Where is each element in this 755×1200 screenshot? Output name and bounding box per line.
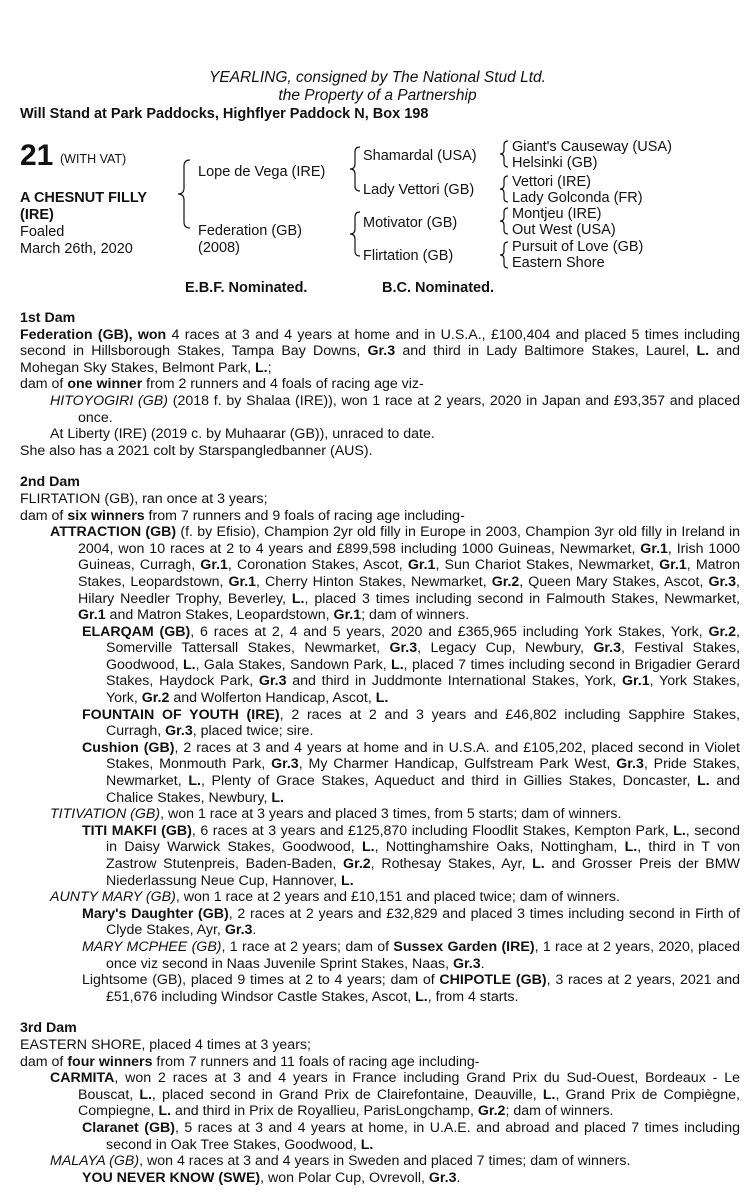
third-dam-produce: dam of four winners from 7 runners and 11 foals of racing age including- xyxy=(20,1053,480,1070)
pedigree-dam: Federation (GB) xyxy=(198,223,302,239)
second-dam-section xyxy=(20,474,740,1005)
first-dam-produce: dam of one winner from 2 runners and 4 foals of racing age viz- xyxy=(20,376,424,393)
second-dam-heading: 2nd Dam xyxy=(20,474,80,491)
produce-titi-makfi: TITI MAKFI (GB), 6 races at 3 years and £125,870 including Floodlit Stakes, Kempton Park, L., second in Daisy Warwick Stakes, Goodwood, L., Nottinghamshire Oaks, Nottingham, L., third in T von Zastrow Stutenpreis, Baden-Baden, Gr.2, Rothesay Stakes, Ayr, L. and Grosser Preis der BMW Niederlassung Neue Cup, Hannover, L. xyxy=(82,822,740,889)
lot-country: (IRE) xyxy=(20,207,54,223)
produce-marys-daughter: Mary's Daughter (GB), 2 races at 2 years and £32,829 and placed 3 times including second in Firth of Clyde Stakes, Ayr, Gr.3. xyxy=(82,905,740,939)
lot-title: A CHESNUT FILLY xyxy=(20,190,148,206)
produce-you-never-know: YOU NEVER KNOW (SWE), won Polar Cup, Ovrevoll, Gr.3. xyxy=(82,1169,461,1186)
pedigree-sire-sire: Shamardal (USA) xyxy=(363,148,477,164)
second-dam-record: FLIRTATION (GB), ran once at 3 years; xyxy=(20,490,268,507)
produce-malaya: MALAYA (GB), won 4 races at 3 and 4 years in Sweden and placed 7 times; dam of winners. xyxy=(50,1153,631,1170)
foaled-date: March 26th, 2020 xyxy=(20,241,133,257)
first-dam-note: She also has a 2021 colt by Starspangledbanner (AUS). xyxy=(20,442,373,459)
third-dam-section xyxy=(20,1020,740,1186)
bc-nomination: B.C. Nominated. xyxy=(382,280,494,296)
consignor-line: YEARLING, consigned by The National Stud Ltd. xyxy=(209,69,546,86)
produce-cushion: Cushion (GB), 2 races at 3 and 4 years at home and in U.S.A. and £105,202, placed second in Violet Stakes, Monmouth Park, Gr.3, My Charmer Handicap, Gulfstream Park West, Gr.3, Pride Stakes, Newmarket, L., Plenty of Grace Stakes, Aqueduct and third in Gillies Stakes, Doncaster, L. and Chalice Stakes, Newbury, L. xyxy=(82,739,741,806)
pedigree-sire: Lope de Vega (IRE) xyxy=(198,164,326,180)
stable-location: Will Stand at Park Paddocks, Highflyer Paddock N, Box 198 xyxy=(20,106,429,122)
produce-fountain-of-youth: FOUNTAIN OF YOUTH (IRE), 2 races at 2 and 3 years and £46,802 including Sapphire Stakes, Curragh, Gr.3, placed twice; sire. xyxy=(82,706,740,740)
second-dam-produce: dam of six winners from 7 runners and 9 foals of racing age including- xyxy=(20,507,465,524)
vat-note: (WITH VAT) xyxy=(60,152,127,166)
foaled-label: Foaled xyxy=(20,224,65,240)
first-dam-heading: 1st Dam xyxy=(20,310,76,326)
first-dam-section xyxy=(20,310,740,459)
pedigree-dam-year: (2008) xyxy=(198,240,240,256)
ebf-nomination: E.B.F. Nominated. xyxy=(185,280,308,296)
first-dam-record: Federation (GB), won 4 races at 3 and 4 years at home and in U.S.A., £100,404 and placed 5 times including second in Hillsborough Stakes, Tampa Bay Downs, Gr.3 and third in Lady Baltimore Stakes, Laurel, L. and Mohegan Sky Stakes, Belmont Park, L.; xyxy=(20,326,740,376)
produce-aunty-mary: AUNTY MARY (GB), won 1 race at 2 years and £10,151 and placed twice; dam of winners. xyxy=(50,889,620,906)
pedigree-sdd: Lady Golconda (FR) xyxy=(512,190,643,206)
property-line: the Property of a Partnership xyxy=(278,87,477,104)
third-dam-record: EASTERN SHORE, placed 4 times at 3 years; xyxy=(20,1036,311,1053)
produce-lightsome: Lightsome (GB), placed 9 times at 2 to 4 years; dam of CHIPOTLE (GB), 3 races at 2 years, 2021 and £51,676 including Windsor Castle Stakes, Ascot, L., from 4 starts. xyxy=(82,972,740,1005)
lot-number: 21 xyxy=(20,139,54,172)
pedigree-dsd: Out West (USA) xyxy=(512,222,616,238)
produce-attraction: ATTRACTION (GB) (f. by Efisio), Champion 2yr old filly in Europe in 2003, Champion 3yr old filly in Ireland in 2004, won 10 races at 2 to 4 years and £899,598 including 1000 Guineas, Newmarket, Gr.1, Irish 1000 Guineas, Curragh, Gr.1, Coronation Stakes, Ascot, Gr.1, Sun Chariot Stakes, Newmarket, Gr.1, Matron Stakes, Leopardstown, Gr.1, Cherry Hinton Stakes, Newmarket, Gr.2, Queen Mary Stakes, Ascot, Gr.3, Hilary Needler Trophy, Beverley, L., placed 3 times including second in Falmouth Stakes, Newmarket, Gr.1 and Matron Stakes, Leopardstown, Gr.1; dam of winners. xyxy=(50,524,740,624)
produce-hitoyogiri: HITOYOGIRI (GB) (2018 f. by Shalaa (IRE)), won 1 race at 2 years, 2020 in Japan and £93,357 and placed once. xyxy=(50,392,741,426)
pedigree-sds: Vettori (IRE) xyxy=(512,174,591,190)
produce-at-liberty: At Liberty (IRE) (2019 c. by Muhaarar (GB)), unraced to date. xyxy=(50,426,435,443)
catalogue-body xyxy=(20,310,740,1186)
produce-titivation: TITIVATION (GB), won 1 race at 3 years and placed 3 times, from 5 starts; dam of winners. xyxy=(50,806,622,823)
pedigree-sss: Giant's Causeway (USA) xyxy=(512,139,672,155)
pedigree-ddd: Eastern Shore xyxy=(512,255,605,271)
produce-elarqam: ELARQAM (GB), 6 races at 2, 4 and 5 years, 2020 and £365,965 including York Stakes, York, Gr.2, Somerville Tattersall Stakes, Newmarket, Gr.3, Legacy Cup, Newbury, Gr.3, Festival Stakes, Goodwood, L., Gala Stakes, Sandown Park, L., placed 7 times including second in Brigadier Gerard Stakes, Haydock Park, Gr.3 and third in Juddmonte International Stakes, York, Gr.1, York Stakes, York, Gr.2 and Wolferton Handicap, Ascot, L. xyxy=(82,623,741,707)
pedigree-ssd: Helsinki (GB) xyxy=(512,155,598,171)
pedigree-dam-sire: Motivator (GB) xyxy=(363,215,458,231)
produce-carmita: CARMITA, won 2 races at 3 and 4 years in France including Grand Prix du Sud-Ouest, Bordeaux - Le Bouscat, L., placed second in Grand Prix de Clairefontaine, Deauville, L., Grand Prix de Compiègne, Compiegne, L. and third in Prix de Royallieu, ParisLongchamp, Gr.2; dam of winners. xyxy=(50,1070,740,1120)
pedigree-dss: Montjeu (IRE) xyxy=(512,206,602,222)
third-dam-heading: 3rd Dam xyxy=(20,1020,77,1037)
pedigree-sire-dam: Lady Vettori (GB) xyxy=(363,182,475,198)
produce-mary-mcphee: MARY MCPHEE (GB), 1 race at 2 years; dam of Sussex Garden (IRE), 1 race at 2 years, 2020, placed once viz second in Naas Juvenile Sprint Stakes, Naas, Gr.3. xyxy=(82,938,740,972)
pedigree-dds: Pursuit of Love (GB) xyxy=(512,239,644,255)
pedigree-dam-dam: Flirtation (GB) xyxy=(363,248,454,264)
produce-claranet: Claranet (GB), 5 races at 3 and 4 years at home, in U.A.E. and abroad and placed 7 times including second in Oak Tree Stakes, Goodwood, L. xyxy=(82,1119,740,1153)
